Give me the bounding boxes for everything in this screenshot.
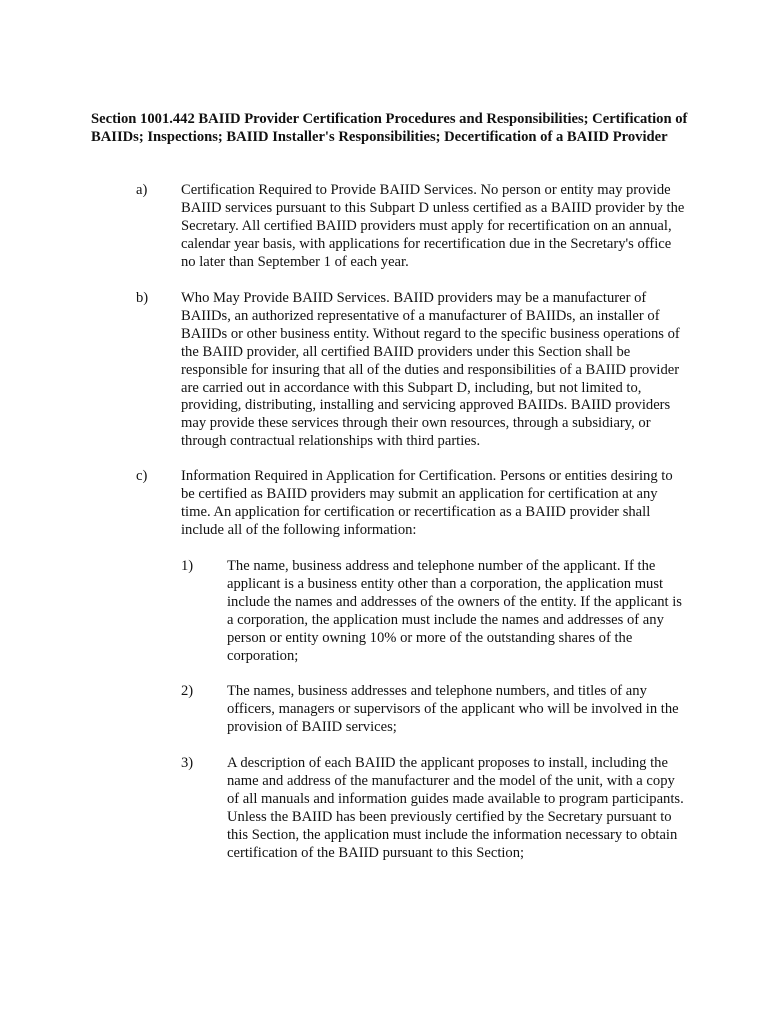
list-item-text: Who May Provide BAIID Services. BAIID providers may be a manufacturer of BAIIDs, an authorized representative of a manufacturer of BAIIDs, an installer of BAIIDs or other business entity. Without regard to the specific business operations of the BAIID provider, all certified BAIID providers under this Section shall be responsible for insuring that all of the duties and responsibilities of a BAIID provider are carried out in accordance with this Subpart D, including, but not limited to, providing, distributing, installing and servicing approved BAIIDs. BAIID providers may provide these services through their own resources, through a subsidiary, or through contractual relationships with third parties. xyxy=(181,290,680,450)
sublist-item-text: The names, business addresses and telephone numbers, and titles of any officers, managers or supervisors of the applicant who will be involved in the provision of BAIID services; xyxy=(227,683,679,735)
list-item-text: Information Required in Application for Certification. Persons or entities desiring to be certified as BAIID providers may submit an application for certification at any time. An application for certification or recertification as a BAIID provider shall include all of the following information: xyxy=(181,468,673,538)
list-item-text: Certification Required to Provide BAIID Services. No person or entity may provide BAIID services pursuant to this Subpart D unless certified as a BAIID provider by the Secretary. All certified BAIID providers must apply for recertification on an annual, calendar year basis, with applications for recertification due in the Secretary's office no later than September 1 of each year. xyxy=(181,182,685,270)
sublist-item-text: The name, business address and telephone number of the applicant. If the applicant is a business entity other than a corporation, the application must include the names and addresses of the owners of the entity. If the applicant is a corporation, the application must include the names and addresses of any person or entity owning 10% or more of the outstanding shares of the corporation; xyxy=(227,558,682,664)
section-title: Section 1001.442 BAIID Provider Certification Procedures and Responsibilities; Certification of BAIIDs; Inspections; BAIID Installer's Responsibilities; Decertification of a BAIID Provider xyxy=(91,111,688,146)
sublist-item-text: A description of each BAIID the applicant proposes to install, including the name and address of the manufacturer and the model of the unit, with a copy of all manuals and information guides made available to program participants. Unless the BAIID has been previously certified by the Secretary pursuant to this Section, the application must include the information necessary to obtain certification of the BAIID pursuant to this Section; xyxy=(227,755,684,861)
sublist-marker: 1) xyxy=(181,558,194,574)
sublist-marker: 2) xyxy=(181,683,194,699)
sublist-marker: 3) xyxy=(181,755,194,771)
list-marker: a) xyxy=(136,182,148,198)
list-marker: c) xyxy=(136,468,148,484)
list-marker: b) xyxy=(136,290,149,306)
